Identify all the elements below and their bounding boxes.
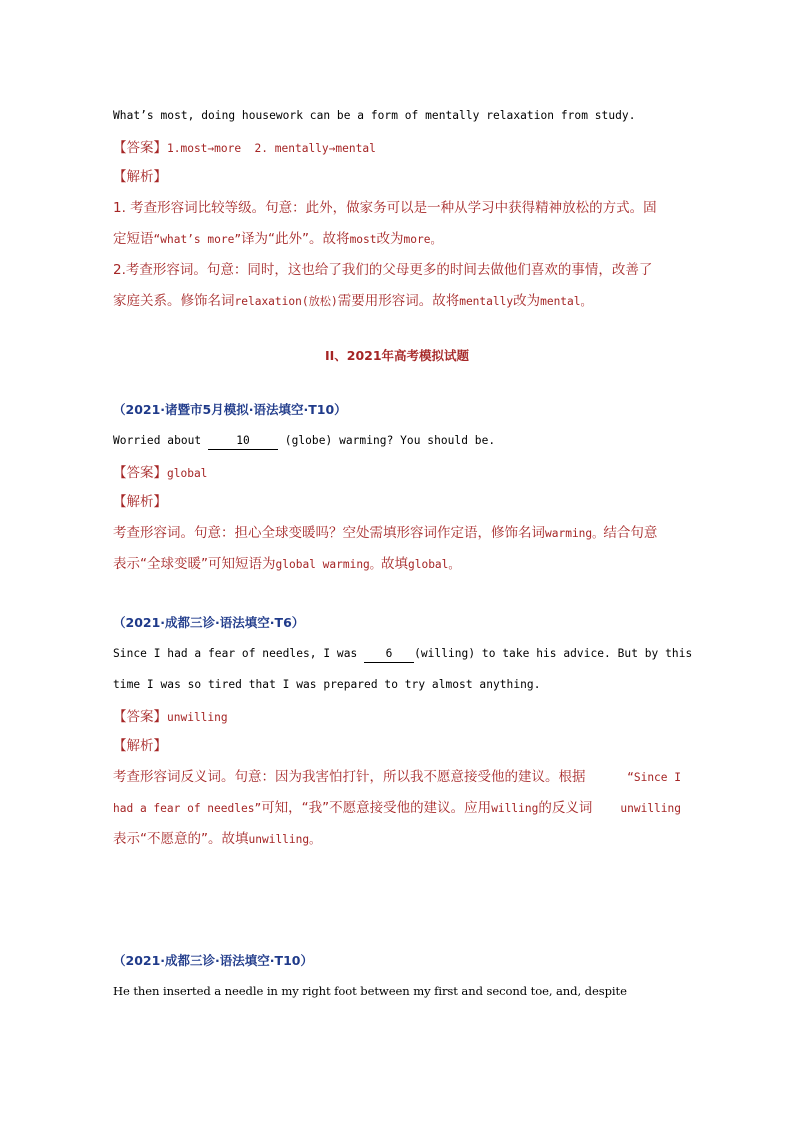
question-sentence — [113, 425, 681, 456]
analysis-tag: 【解析】 — [113, 169, 167, 185]
answer-tag: 【答案】 — [113, 140, 167, 156]
text: more。 — [403, 233, 442, 246]
text: 改为 — [513, 293, 541, 309]
text: (globe) warming? You should be. — [278, 434, 496, 447]
text: 考查形容词反义词。句意：因为我害怕打针，所以我不愿意接受他的建议。根据 — [113, 769, 586, 785]
text: warming。 — [545, 527, 604, 540]
sentence: What’s most, doing housework can be a form of mentally relaxation from study. — [113, 109, 636, 122]
answer-text: unwilling — [167, 711, 228, 724]
answer-line — [113, 700, 681, 731]
analysis-paragraph — [113, 224, 681, 255]
analysis-paragraph — [113, 518, 681, 549]
analysis-paragraph — [113, 793, 681, 824]
text: had a fear of needles” — [113, 802, 262, 815]
analysis-paragraph — [113, 286, 681, 317]
question-source: （2021·成都三诊·语法填空·T10） — [113, 953, 313, 968]
question-source: （2021·诸暨市5月模拟·语法填空·T10） — [113, 402, 347, 417]
text: global warming。 — [275, 558, 381, 571]
answer-tag: 【答案】 — [113, 465, 167, 481]
text: mental。 — [540, 295, 592, 308]
text: 需要用形容词。故将 — [337, 293, 460, 309]
analysis-paragraph: 2.考查形容词。句意：同时，这也给了我们的父母更多的时间去做他们喜欢的事情，改善了 — [113, 262, 653, 278]
text: global。 — [407, 558, 460, 571]
text: 表示“全球变暖”可知短语为 — [113, 556, 276, 572]
text: 译为“此外”。故将 — [241, 231, 350, 247]
text: 家庭关系。修饰名词 — [113, 293, 235, 309]
text — [113, 638, 692, 669]
text: “what’s more” — [153, 233, 242, 246]
text: 结合句意 — [603, 525, 658, 541]
analysis-paragraph: 1. 考查形容词比较等级。句意：此外，做家务可以是一种从学习中获得精神放松的方式。固 — [113, 200, 657, 216]
analysis-tag: 【解析】 — [113, 494, 167, 510]
analysis-tag: 【解析】 — [113, 738, 167, 754]
text: 的反义词 — [538, 800, 593, 816]
analysis-paragraph — [113, 824, 681, 855]
question-sentence: time I was so tired that I was prepared to try almost anything. — [113, 678, 541, 691]
document-page — [113, 100, 693, 1007]
analysis-paragraph — [113, 549, 681, 580]
text: mentally — [459, 295, 514, 308]
text: (willing) to take his advice. But by this — [414, 647, 693, 660]
text: Since I had a fear of needles, I was — [113, 647, 365, 660]
text: most — [349, 233, 377, 246]
text: 可知，“我”不愿意接受他的建议。应用 — [261, 800, 492, 816]
text: 表示“不愿意的”。故填 — [113, 831, 249, 847]
answer-blank: 6 — [364, 646, 414, 663]
text: 考查形容词。句意：担心全球变暖吗？空处需填形容词作定语，修饰名词 — [113, 525, 545, 541]
answer-blank: 10 — [208, 433, 278, 450]
analysis-paragraph — [113, 762, 681, 793]
answer-text: global — [167, 467, 208, 480]
text: 定短语 — [113, 231, 154, 247]
text: unwilling。 — [248, 833, 321, 846]
text: 故填 — [380, 556, 408, 572]
answer-tag: 【答案】 — [113, 709, 167, 725]
question-source: （2021·成都三诊·语法填空·T6） — [113, 615, 305, 630]
text: “Since I — [627, 771, 681, 784]
answer-line — [113, 131, 681, 162]
question-sentence: He then inserted a needle in my right foot between my first and second toe, and, despite — [113, 984, 627, 998]
text: willing — [491, 802, 539, 815]
text: relaxation(放松) — [234, 295, 338, 308]
text: Worried about — [113, 434, 208, 447]
text: unwilling — [620, 802, 681, 815]
answer-line — [113, 456, 681, 487]
section-title: II、2021年高考模拟试题 — [324, 348, 470, 363]
text: 改为 — [376, 231, 404, 247]
question-sentence — [113, 638, 693, 669]
answer-text: 1.most→more 2. mentally→mental — [167, 142, 376, 155]
text — [113, 793, 592, 824]
